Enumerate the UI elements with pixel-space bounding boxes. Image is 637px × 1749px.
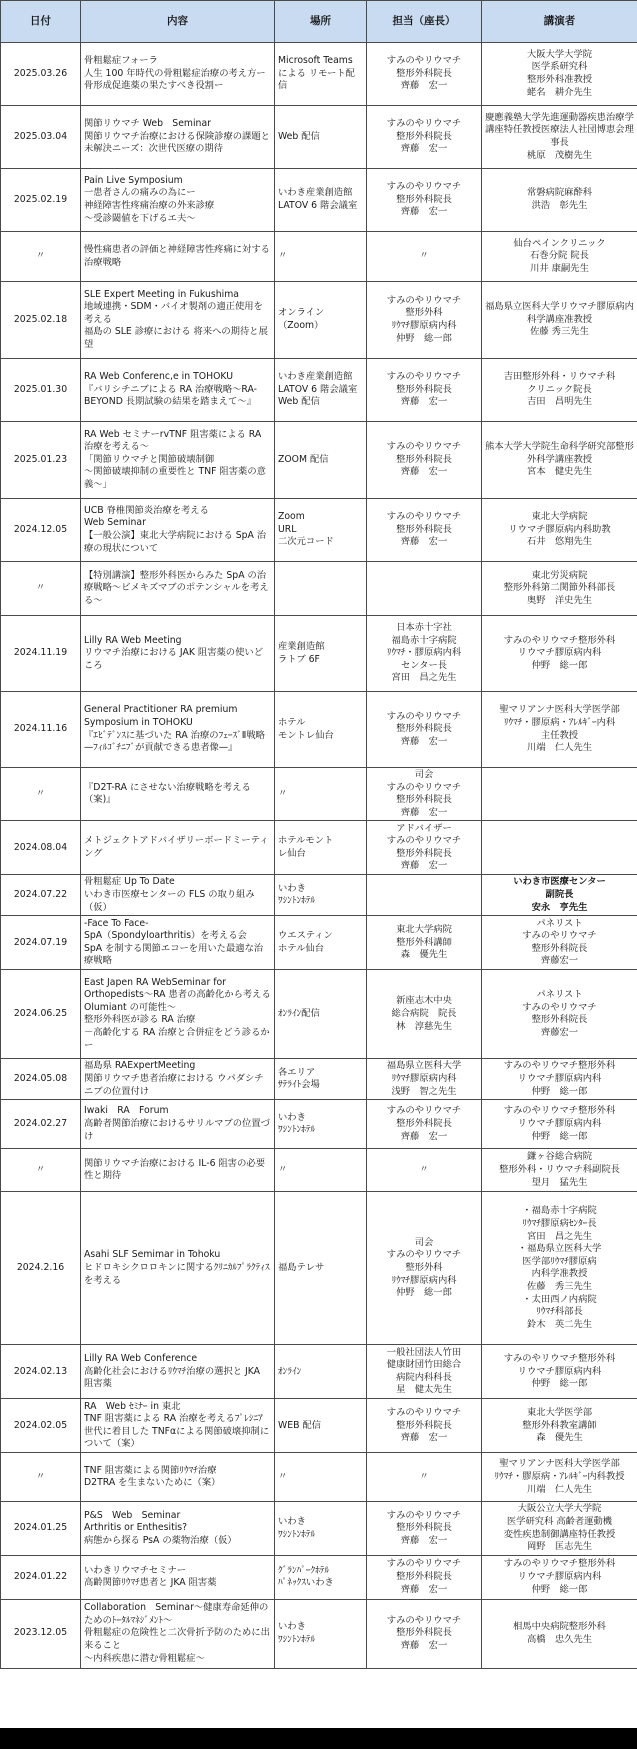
cell-place: ｵﾝﾗｲﾝ配信: [275, 970, 367, 1059]
cell-date: 2024.02.05: [1, 1399, 81, 1453]
cell-place: 〃: [275, 1149, 367, 1192]
cell-host: すみのやリウマチ 整形外科院長 齊藤 宏一: [367, 1399, 482, 1453]
cell-host: すみのやリウマチ 整形外科院長 齊藤 宏一: [367, 359, 482, 422]
cell-date: 2024.07.19: [1, 916, 81, 970]
cell-speaker: すみのやリウマチ整形外科 リウマチ膠原病内科 仲野 総一郎: [482, 1059, 637, 1100]
cell-place: いわき ﾜｼﾝﾄﾝﾎﾃﾙ: [275, 875, 367, 916]
cell-host: 司会 すみのやリウマチ 整形外科院長 齊藤 宏一: [367, 768, 482, 821]
table-row: [1, 43, 637, 106]
cell-speaker: 鎌ヶ谷総合病院 整形外科・リウマチ科副院長 望月 猛先生: [482, 1149, 637, 1192]
cell-place: いわき ﾜｼﾝﾄﾝﾎﾃﾙ: [275, 1502, 367, 1555]
table-row: [1, 1100, 637, 1149]
cell-content: Iwaki RA Forum 高齢者関節治療におけるサリルマブの位置づけ: [81, 1100, 275, 1149]
cell-place: ZOOM 配信: [275, 422, 367, 499]
cell-date: 2024.05.08: [1, 1059, 81, 1100]
cell-content: RA Web セミナーrvTNF 阻害薬による RA 治療を考える～ 「関節リウマチと関節破壊制御 ～関節破壊抑制の重要性と TNF 阻害薬の意義～」: [81, 422, 275, 499]
cell-content: P&S Web Seminar Arthritis or Enthesitis? 病態から探る PsA の薬物治療（仮）: [81, 1502, 275, 1555]
cell-place: いわき ﾜｼﾝﾄﾝﾎﾃﾙ: [275, 1100, 367, 1149]
cell-content: 骨粗鬆症 Up To Date いわき市医療センターの FLS の取り組み（仮）: [81, 875, 275, 916]
cell-content: メトジェクトアドバイザリーボードミーティング: [81, 821, 275, 875]
table-row: [1, 232, 637, 282]
cell-date: 2024.01.25: [1, 1502, 81, 1555]
cell-date: 〃: [1, 1453, 81, 1502]
cell-place: ｵﾝﾗｲﾝ: [275, 1345, 367, 1399]
cell-date: 2024.06.25: [1, 970, 81, 1059]
cell-speaker: 熊本大学大学院生命科学研究部整形外科学講座教授 宮本 健史先生: [482, 422, 637, 499]
cell-host: 福島県立医科大学 ﾘｳﾏﾁ膠原病内科 浅野 智之先生: [367, 1059, 482, 1100]
cell-speaker: 大阪公立大学大学院 医学研究科 高齢者運動機 変性疾患制御講座特任教授 岡野 匡志先生: [482, 1502, 637, 1555]
bottom-bar: [0, 1728, 637, 1749]
table-row: [1, 1149, 637, 1192]
cell-content: 関節リウマチ Web Seminar 関節リウマチ治療における保険診療の課題と未解決ニーズ：次世代医療の期待: [81, 106, 275, 169]
cell-content: SLE Expert Meeting in Fukushima 地域連携・SDM・バイオ製剤の適正使用を考える 福島の SLE 診療における 将来への期待と展望: [81, 282, 275, 359]
table-row: [1, 768, 637, 821]
cell-content: Lilly RA Web Meeting リウマチ治療における JAK 阻害薬の使いどころ: [81, 616, 275, 692]
cell-content: -Face To Face- SpA（Spondyloarthritis）を考える会 SpA を制する関節エコーを用いた最適な治療戦略: [81, 916, 275, 970]
cell-speaker: 東北労災病院 整形外科第二関節外科部長 奥野 洋史先生: [482, 562, 637, 616]
cell-date: 〃: [1, 768, 81, 821]
cell-place: 福島テレサ: [275, 1192, 367, 1345]
cell-speaker: 常磐病院麻酔科 洪浩 彰先生: [482, 169, 637, 232]
cell-date: 2024.11.19: [1, 616, 81, 692]
table-row: [1, 1345, 637, 1399]
cell-speaker: 東北大学医学部 整形外科教室講師 森 優先生: [482, 1399, 637, 1453]
table-row: [1, 1453, 637, 1502]
cell-content: 福島県 RAExpertMeeting 関節リウマチ患者治療における ウパダシチニブの位置付け: [81, 1059, 275, 1100]
cell-host: [367, 562, 482, 616]
header-speaker: 講演者: [482, 1, 637, 43]
table-row: [1, 1502, 637, 1555]
cell-date: 2025.01.23: [1, 422, 81, 499]
cell-place: ｸﾞﾗﾝﾊﾟｰｸﾎﾃﾙ ﾊﾟﾈｯｸｽいわき: [275, 1555, 367, 1599]
cell-speaker: 聖マリアンナ医科大学医学部 ﾘｳﾏﾁ・膠原病・ｱﾚﾙｷﾞｰ内科教授 川端 仁人先生: [482, 1453, 637, 1502]
cell-place: いわき産業創造館 LATOV 6 階会議室: [275, 169, 367, 232]
cell-place: いわき ﾜｼﾝﾄﾝﾎﾃﾙ: [275, 1599, 367, 1668]
cell-content: Pain Live Symposium 一患者さんの痛みの為にー 神経障害性疼痛治療の外来診療 ～受診閾値を下げるエ夫～: [81, 169, 275, 232]
table-row: [1, 692, 637, 768]
cell-host: すみのやリウマチ 整形外科 ﾘｳﾏﾁ膠原病内科 仲野 総一郎: [367, 282, 482, 359]
cell-speaker: すみのやリウマチ整形外科 リウマチ膠原病内科 仲野 総一郎: [482, 1100, 637, 1149]
header-host: 担当（座長）: [367, 1, 482, 43]
cell-content: 骨粗鬆症フォーラ 人生 100 年時代の骨粗鬆症治療の考え方ー骨形成促進薬の果たすべき役割ー: [81, 43, 275, 106]
cell-date: 〃: [1, 232, 81, 282]
table-row: [1, 562, 637, 616]
cell-host: すみのやリウマチ 整形外科院長 齊藤 宏一: [367, 692, 482, 768]
table-row: [1, 106, 637, 169]
cell-date: 2024.2.16: [1, 1192, 81, 1345]
cell-content: RA Web Conferenc,e in TOHOKU 『バリシチニブによる RA 治療戦略～RA-BEYOND 長期試験の結果を踏まえて～』: [81, 359, 275, 422]
cell-host: 一般社団法人竹田 健康財団竹田総合 病院内科科長 星 健太先生: [367, 1345, 482, 1399]
cell-date: 2025.02.19: [1, 169, 81, 232]
cell-speaker: 仙台ペインクリニック 石巻分院 院長 川井 康嗣先生: [482, 232, 637, 282]
header-content: 内容: [81, 1, 275, 43]
cell-host: アドバイザー すみのやリウマチ 整形外科院長 齊藤 宏一: [367, 821, 482, 875]
cell-speaker: 福島県立医科大学リウマチ膠原病内科学講座准教授 佐藤 秀三先生: [482, 282, 637, 359]
cell-content: Asahi SLF Semimar in Tohoku ヒドロキシクロロキンに関するｸﾘﾆｶﾙﾌﾟﾗｸﾃｨｽを考える: [81, 1192, 275, 1345]
cell-place: いわき産業創造館 LATOV 6 階会議室 Web 配信: [275, 359, 367, 422]
cell-host: すみのやリウマチ 整形外科院長 齊藤 宏一: [367, 169, 482, 232]
cell-speaker: 東北大学病院 リウマチ膠原病内科助教 石井 悠翔先生: [482, 499, 637, 562]
cell-host: 司会 すみのやリウマチ 整形外科 ﾘｳﾏﾁ膠原病内科 仲野 総一郎: [367, 1192, 482, 1345]
cell-place: Microsoft Teams による リモート配信: [275, 43, 367, 106]
cell-content: いわきリウマチセミナー 高齢関節ﾘｳﾏﾁ患者と JKA 阻害薬: [81, 1555, 275, 1599]
table-row: [1, 1399, 637, 1453]
cell-place: オンライン （Zoom）: [275, 282, 367, 359]
cell-content: General Practitioner RA premium Symposium in TOHOKU 『ｴﾋﾞﾃﾞﾝｽに基づいた RA 治療のﾌｪｰｽﾞⅡ戦略—ﾌｨﾙｺﾞﾁﾆﾌﾞが貢献できる患者像—』: [81, 692, 275, 768]
cell-host: 〃: [367, 232, 482, 282]
cell-place: Zoom URL 二次元コード: [275, 499, 367, 562]
cell-place: 産業創造館 ラトブ 6F: [275, 616, 367, 692]
cell-date: 〃: [1, 562, 81, 616]
cell-speaker: 相馬中央病院整形外科 高橋 忠久先生: [482, 1599, 637, 1668]
cell-host: すみのやリウマチ 整形外科院長 齊藤 宏一: [367, 422, 482, 499]
cell-place: ホテルモント レ仙台: [275, 821, 367, 875]
cell-content: 【特別講演】整形外科医からみた SpA の治療戦略～ビメキズマブのポテンシャルを考える～: [81, 562, 275, 616]
cell-speaker: 聖マリアンナ医科大学医学部 ﾘｳﾏﾁ・膠原病・ｱﾚﾙｷﾞｰ内科 主任教授 川端 仁人先生: [482, 692, 637, 768]
cell-place: Web 配信: [275, 106, 367, 169]
header-date: 日付: [1, 1, 81, 43]
table-row: [1, 1059, 637, 1100]
cell-speaker: [482, 821, 637, 875]
cell-host: 〃: [367, 1453, 482, 1502]
table-row: [1, 616, 637, 692]
cell-speaker: 大阪大学大学院 医学系研究科 整形外科准教授 蛯名 耕介先生: [482, 43, 637, 106]
cell-speaker: パネリスト すみのやリウマチ 整形外科院長 齊藤宏一: [482, 916, 637, 970]
cell-date: 2024.08.04: [1, 821, 81, 875]
table-row: [1, 916, 637, 970]
cell-speaker: すみのやリウマチ整形外科 リウマチ膠原病内科 仲野 総一郎: [482, 1345, 637, 1399]
cell-host: 新座志木中央 総合病院 院長 林 淳慈先生: [367, 970, 482, 1059]
cell-date: 2024.07.22: [1, 875, 81, 916]
cell-speaker: ・福島赤十字病院 ﾘｳﾏﾁ膠原病ｾﾝﾀｰ長 宮田 昌之先生 ・福島県立医科大学 医学部ﾘｳﾏﾁ膠原病 内科学准教授 佐藤 秀三先生 ・太田西ノ内病院 ﾘｳﾏﾁ科部長 鈴木 英二先生: [482, 1192, 637, 1345]
table-row: [1, 282, 637, 359]
table-body: [1, 43, 637, 1669]
cell-host: 〃: [367, 1149, 482, 1192]
cell-content: Collaboration Seminar～健康寿命延伸のためのﾄｰﾀﾙﾏﾈｼﾞﾒﾝﾄ～ 骨粗鬆症の危険性と二次骨折予防のために出来ること ～内科疾患に潜む骨粗鬆症～: [81, 1599, 275, 1668]
cell-content: 関節リウマチ治療における IL-6 阻害の必要性と期待: [81, 1149, 275, 1192]
table-row: [1, 970, 637, 1059]
header-place: 場所: [275, 1, 367, 43]
cell-place: ウエスティン ホテル仙台: [275, 916, 367, 970]
cell-host: すみのやリウマチ 整形外科院長 齊藤 宏一: [367, 499, 482, 562]
cell-place: 〃: [275, 768, 367, 821]
cell-host: 日本赤十字社 福島赤十字病院 ﾘｳﾏﾁ・膠原病内科 センター長 宮田 昌之先生: [367, 616, 482, 692]
table-row: [1, 1599, 637, 1668]
cell-place: 各エリア ｻﾃﾗｲﾄ会場: [275, 1059, 367, 1100]
cell-speaker: [482, 768, 637, 821]
cell-host: すみのやリウマチ 整形外科院長 齊藤 宏一: [367, 43, 482, 106]
cell-content: Lilly RA Web Conference 高齢化社会におけるﾘｳﾏﾁ治療の選択と JKA 阻害薬: [81, 1345, 275, 1399]
table-row: [1, 821, 637, 875]
table-row: [1, 1192, 637, 1345]
cell-place: 〃: [275, 1453, 367, 1502]
cell-content: TNF 阻害薬による関節ﾘｳﾏﾁ治療 D2TRA を生まないために（案）: [81, 1453, 275, 1502]
cell-date: 2025.01.30: [1, 359, 81, 422]
cell-content: RA Web ｾﾐﾅｰ in 東北 TNF 阻害薬による RA 治療を考えるﾌﾟﾚｼﾆｱ世代に着目した TNFαによる関節破壊抑制について（案）: [81, 1399, 275, 1453]
cell-date: 2024.11.16: [1, 692, 81, 768]
cell-host: すみのやリウマチ 整形外科院長 齊藤 宏一: [367, 1100, 482, 1149]
table-row: [1, 169, 637, 232]
cell-place: 〃: [275, 232, 367, 282]
cell-content: 『D2T-RA にさせない治療戦略を考える（案)』: [81, 768, 275, 821]
cell-content: UCB 脊椎関節炎治療を考える Web Seminar 【一般公演】東北大学病院における SpA 治療の現状について: [81, 499, 275, 562]
table-row: [1, 359, 637, 422]
cell-speaker: すみのやリウマチ整形外科 リウマチ膠原病内科 仲野 総一郎: [482, 1555, 637, 1599]
cell-host: [367, 875, 482, 916]
cell-date: 2024.12.05: [1, 499, 81, 562]
cell-date: 2024.02.13: [1, 1345, 81, 1399]
cell-speaker: 吉田整形外科・リウマチ科 クリニック院長 吉田 昌明先生: [482, 359, 637, 422]
cell-date: 〃: [1, 1149, 81, 1192]
cell-host: すみのやリウマチ 整形外科院長 齊藤 宏一: [367, 106, 482, 169]
cell-content: 慢性痛患者の評価と神経障害性疼痛に対する治療戦略: [81, 232, 275, 282]
table-row: [1, 875, 637, 916]
cell-date: 2024.01.22: [1, 1555, 81, 1599]
cell-place: WEB 配信: [275, 1399, 367, 1453]
table-row: [1, 1555, 637, 1599]
cell-date: 2025.03.04: [1, 106, 81, 169]
table-header-row: [1, 1, 637, 43]
cell-host: すみのやリウマチ 整形外科院長 齊藤 宏一: [367, 1502, 482, 1555]
cell-place: [275, 562, 367, 616]
cell-date: 2025.03.26: [1, 43, 81, 106]
cell-date: 2024.02.27: [1, 1100, 81, 1149]
cell-host: すみのやリウマチ 整形外科院長 齊藤 宏一: [367, 1599, 482, 1668]
cell-place: ホテル モントレ仙台: [275, 692, 367, 768]
cell-date: 2023.12.05: [1, 1599, 81, 1668]
table-row: [1, 422, 637, 499]
cell-speaker: パネリスト すみのやリウマチ 整形外科院長 齊藤宏一: [482, 970, 637, 1059]
cell-speaker: すみのやリウマチ整形外科 リウマチ膠原病内科 仲野 総一郎: [482, 616, 637, 692]
cell-content: East Japen RA WebSeminar for Orthopedists～RA 患者の高齢化から考える Olumiant の可能性～ 整形外科医が診る RA 治療 －高齢化する RA 治療と合併症をどう診るかー: [81, 970, 275, 1059]
cell-host: すみのやリウマチ 整形外科院長 齊藤 宏一: [367, 1555, 482, 1599]
cell-date: 2025.02.18: [1, 282, 81, 359]
cell-speaker: いわき市医療センター 副院長 安永 亨先生: [482, 875, 637, 916]
cell-host: 東北大学病院 整形外科講師 森 優先生: [367, 916, 482, 970]
table-row: [1, 499, 637, 562]
cell-speaker: 慶應義塾大学先進運動器疾患治療学講座特任教授医療法人社団博恵会理事長 桃原 茂樹先生: [482, 106, 637, 169]
